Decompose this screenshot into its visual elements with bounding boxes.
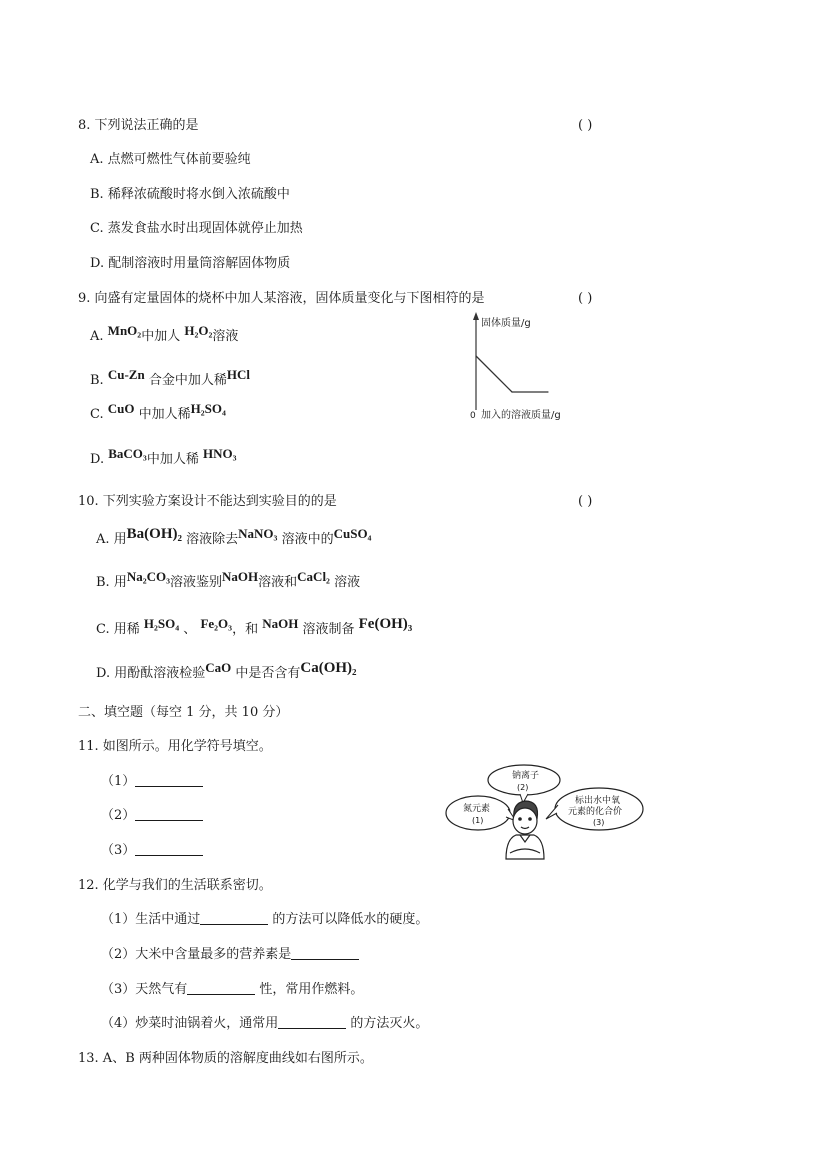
answer-blank[interactable] — [187, 981, 255, 995]
student-figure — [506, 801, 544, 859]
q10-option-d — [96, 660, 357, 683]
bubble-right-line-1: 标出水中氧 — [575, 796, 621, 806]
q11-blank-3 — [101, 842, 203, 860]
answer-blank[interactable] — [200, 911, 268, 925]
answer-blank[interactable] — [135, 842, 203, 856]
origin-label: 0 — [470, 411, 476, 421]
q10-option-c — [96, 616, 413, 639]
formula: MnO₂ — [107, 323, 142, 338]
option-letter: C. — [90, 407, 104, 422]
item-text: （1）生活中通过 — [101, 912, 201, 927]
option-text: 溶液鉴别 — [170, 575, 223, 590]
option-text: A. 用 — [96, 532, 127, 547]
answer-blank[interactable] — [135, 807, 203, 821]
q8-option-d: D. 配制溶液时用量筒溶解固体物质 — [90, 256, 291, 271]
answer-blank[interactable] — [135, 773, 203, 787]
formula: Fe₂O₃ — [200, 616, 233, 631]
section-title: 二、填空题（每空 1 分，共 10 分） — [78, 705, 289, 720]
option-letter: D. — [90, 452, 105, 467]
q9-option-c — [90, 401, 226, 424]
bubble-left-line-2: (1) — [472, 816, 484, 825]
item-text: （4）炒菜时油锅着火，通常用 — [101, 1016, 279, 1031]
option-text: 中加人 — [141, 329, 181, 344]
q8-answer-paren: ( ) — [578, 118, 593, 133]
q10-option-b — [96, 569, 361, 592]
formula: CaCl₂ — [297, 569, 330, 584]
formula: BaCO₃ — [108, 446, 147, 461]
option-text: 溶液制备 — [302, 622, 355, 637]
q10-stem: 10. 下列实验方案设计不能达到实验目的的是 — [78, 494, 337, 509]
q9-option-d — [90, 446, 237, 469]
option-text: 溶液 — [212, 329, 239, 344]
q8-option-a: A. 点燃可燃性气体前要验纯 — [90, 152, 251, 167]
q9-answer-paren: ( ) — [578, 291, 593, 306]
bubble-right-line-2: 元素的化合价 — [568, 807, 623, 817]
q11-stem: 11. 如图所示。用化学符号填空。 — [78, 739, 272, 754]
answer-blank[interactable] — [291, 946, 359, 960]
formula: NaOH — [262, 616, 299, 631]
formula: H₂O₂ — [184, 323, 213, 338]
item-number: （2） — [101, 808, 136, 823]
bubble-top-line-1: 钠离子 — [512, 771, 540, 781]
formula: CaO — [205, 660, 232, 675]
formula: HCl — [226, 367, 250, 382]
bubble-top-line-2: (2) — [517, 783, 529, 792]
option-text: C. 用稀 — [96, 622, 140, 637]
item-text: 性，常用作燃料。 — [259, 982, 364, 997]
option-text: 溶液和 — [258, 575, 298, 590]
answer-blank[interactable] — [278, 1015, 346, 1029]
option-text: 溶液除去 — [186, 532, 239, 547]
q13-stem: 13. A、B 两种固体物质的溶解度曲线如右图所示。 — [78, 1051, 373, 1066]
q11-student-illustration — [444, 763, 644, 861]
q8-stem: 8. 下列说法正确的是 — [78, 118, 199, 133]
q12-item-4 — [101, 1015, 428, 1033]
q10-answer-paren: ( ) — [578, 494, 593, 509]
series-line — [476, 356, 548, 392]
q12-item-2 — [101, 946, 359, 964]
q12-stem: 12. 化学与我们的生活联系密切。 — [78, 878, 272, 893]
x-axis-label: 加入的溶液质量/g — [481, 410, 561, 421]
option-text: 溶液 — [334, 575, 361, 590]
y-axis-arrow — [473, 312, 479, 320]
q10-option-a — [96, 526, 372, 549]
formula: Cu-Zn — [107, 367, 145, 382]
q8-option-b: B. 稀释浓硫酸时将水倒入浓硫酸中 — [90, 187, 290, 202]
q12-item-3 — [101, 981, 363, 999]
option-letter: A. — [90, 329, 104, 344]
q11-blank-2 — [101, 807, 203, 825]
option-text: 中是否含有 — [235, 666, 301, 681]
item-text: 的方法可以降低水的硬度。 — [272, 912, 429, 927]
option-text: 溶液中的 — [281, 532, 334, 547]
q12-item-1 — [101, 911, 428, 929]
item-number: （1） — [101, 774, 136, 789]
formula: HNO₃ — [202, 446, 237, 461]
q8-option-c: C. 蒸发食盐水时出现固体就停止加热 — [90, 221, 303, 236]
option-text: ，和 — [232, 622, 259, 637]
option-text: B. 用 — [96, 575, 127, 590]
formula: CuSO₄ — [333, 526, 372, 541]
option-text: 合金中加人稀 — [148, 373, 227, 388]
item-number: （3） — [101, 843, 136, 858]
formula: Na₂CO₃ — [126, 569, 171, 584]
formula: NaOH — [222, 569, 259, 584]
q9-option-a — [90, 323, 239, 346]
option-text: 中加人稀 — [138, 407, 191, 422]
formula: H₂SO₄ — [190, 401, 226, 416]
option-text: 中加人稀 — [146, 452, 199, 467]
item-text: 的方法灭火。 — [350, 1016, 429, 1031]
formula: CuO — [107, 401, 135, 416]
option-text: 、 — [183, 622, 197, 637]
data-point — [511, 391, 512, 392]
item-text: （3）天然气有 — [101, 982, 188, 997]
formula: Ba(OH)₂ — [126, 526, 182, 542]
q9-stem: 9. 向盛有定量固体的烧杯中加人某溶液，固体质量变化与下图相符的是 — [78, 291, 485, 306]
option-text: D. 用酚酞溶液检验 — [96, 666, 206, 681]
option-letter: B. — [90, 373, 104, 388]
formula: H₂SO₄ — [143, 616, 180, 631]
bubble-right-line-3: (3) — [593, 818, 605, 827]
data-point — [475, 355, 476, 356]
formula: Fe(OH)₃ — [358, 616, 413, 632]
bubble-tail — [546, 805, 558, 819]
data-point — [547, 391, 548, 392]
y-axis-label: 固体质量/g — [481, 318, 531, 329]
q11-blank-1 — [101, 773, 203, 791]
q9-option-b — [90, 367, 250, 390]
item-text: （2）大米中含量最多的营养素是 — [101, 947, 292, 962]
bubble-left-line-1: 氮元素 — [463, 804, 491, 814]
q9-mass-chart — [436, 308, 586, 428]
formula: NaNO₃ — [238, 526, 278, 541]
formula: Ca(OH)₂ — [300, 660, 357, 676]
